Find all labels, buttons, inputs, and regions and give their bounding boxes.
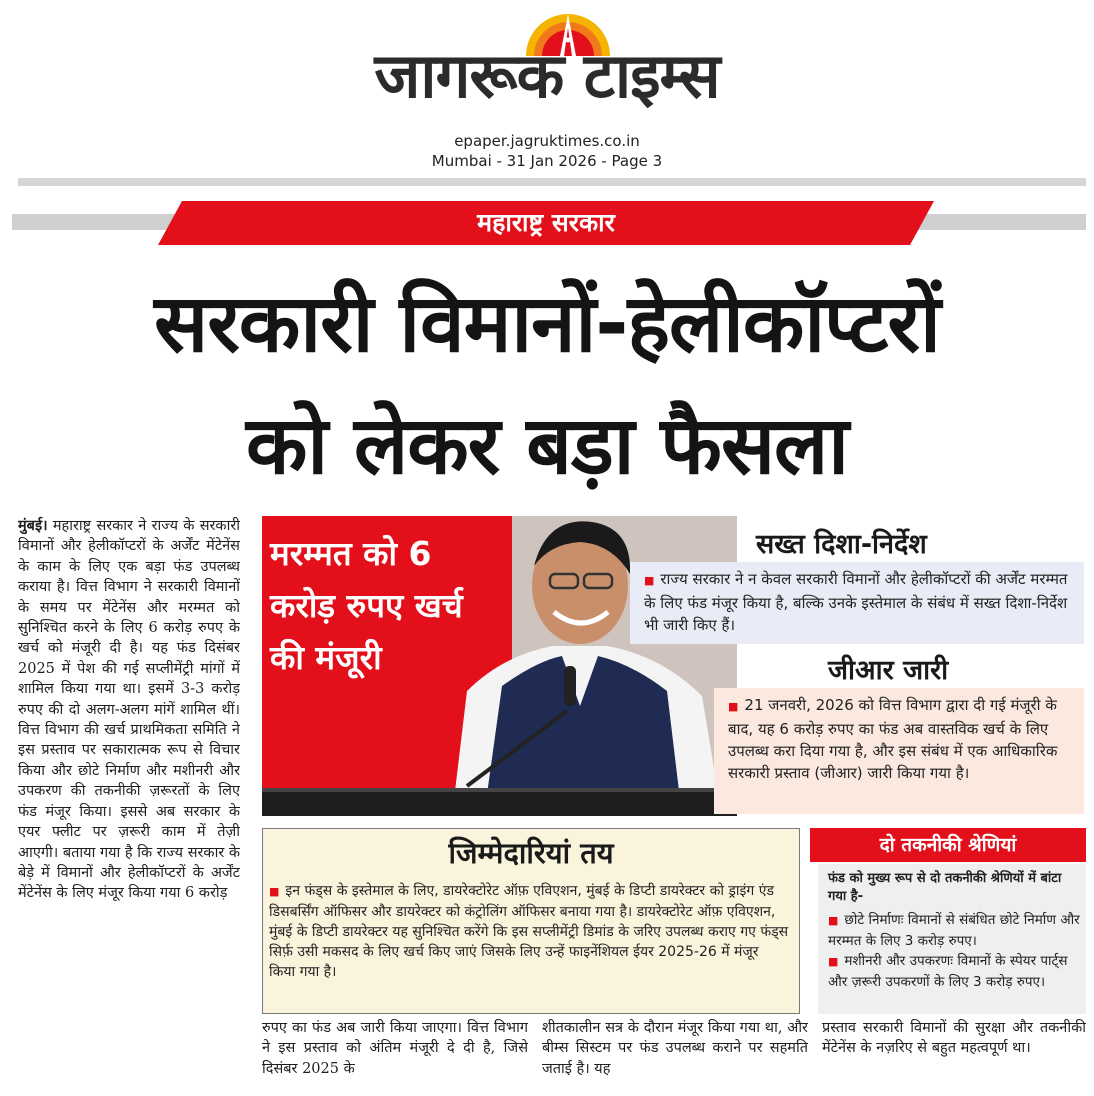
- categories-list: [828, 910, 1082, 992]
- responsibilities-box: [262, 828, 800, 1014]
- bullet-icon: ■: [269, 885, 280, 898]
- list-item: [828, 951, 1082, 992]
- bullet-icon: ■: [728, 700, 739, 713]
- bullet-icon: ■: [644, 574, 655, 587]
- masthead-divider: [18, 178, 1086, 186]
- photo-caption: मरम्मत को 6 करोड़ रुपए खर्च की मंजूरी: [270, 534, 463, 677]
- epaper-url[interactable]: epaper.jagruktimes.co.in: [454, 132, 640, 150]
- gr-text: 21 जनवरी, 2026 को वित्त विभाग द्वारा दी गई मंजूरी के बाद, यह 6 करोड़ रुपए का फंड अब वास्तविक खर्च के लिए उपलब्ध करा दिया गया है, और इस संबंध में एक आधिकारिक सरकारी प्रस्ताव (जीआर) जारी किया गया है।: [728, 696, 1058, 782]
- categories-intro: फंड को मुख्य रूप से दो तकनीकी श्रेणियों में बांटा गया है-: [828, 871, 1062, 904]
- continuation-column-3: शीतकालीन सत्र के दौरान मंजूर किया गया था, और बीम्स सिस्टम पर फंड उपलब्ध कराने पर सहमति जताई है। यह: [542, 1020, 808, 1077]
- guidelines-box: [630, 562, 1084, 644]
- edition-line: Mumbai - 31 Jan 2026 - Page 3: [431, 152, 663, 170]
- bullet-icon: ■: [828, 955, 839, 968]
- bullet-icon: ■: [828, 914, 839, 927]
- responsibilities-text: इन फंड्स के इस्तेमाल के लिए, डायरेक्टोरेट ऑफ़ एविएशन, मुंबई के डिप्टी डायरेक्टर को ड्राइंग एंड डिसबर्सिंग ऑफिसर और डायरेक्टर को कंट्रोलिंग ऑफिसर बनाया गया है। डायरेक्टोरेट ऑफ़ एविएशन, मुंबई के डिप्टी डायरेक्टर यह सुनिश्चित करेंगे कि इस सप्लीमेंट्री डिमांड के जरिए उपलब्ध कराए गए फंड्स सिर्फ़ उसी मकसद के लिए खर्च किए जाएं जिसके लिए उन्हें फाइनेंशियल ईयर 2025-26 में मंजूर किया गया है।: [269, 883, 789, 980]
- list-item: [828, 910, 1082, 951]
- responsibilities-body: [269, 881, 789, 982]
- gr-box: [714, 688, 1084, 814]
- categories-title: दो तकनीकी श्रेणियां: [810, 828, 1086, 862]
- lead-article-text: महाराष्ट्र सरकार ने राज्य के सरकारी विमानों और हेलीकॉप्टरों के अर्जेंट मेंटेनेंस के काम के लिए एक बड़ा फंड उपलब्ध कराया है। वित्त विभाग ने सरकारी विमानों के समय पर मेंटेनेंस और मरम्मत को सुनिश्चित करने के लिए 6 करोड़ रुपए के खर्च को मंजूरी दी है। यह फंड दिसंबर 2025 में पेश की गई सप्लीमेंट्री मांगों में शामिल किया गया था। इसमें 3-3 करोड़ रुपए की दो अलग-अलग मांगें शामिल थीं। वित्त विभाग की खर्च प्राथमिकता समिति ने इस प्रस्ताव पर सकारात्मक रूप से विचार किया और छोटे निर्माण और मशीनरी और उपकरण की तकनीकी ज़रूरतों के लिए फंड मंजूर किया। इससे अब सरकार के एयर फ्लीट पर ज़रूरी काम में तेज़ी आएगी। बताया गया है कि राज्य सरकार के बेड़े में विमानों और हेलीकॉप्टरों के अर्जेंट मेंटेनेंस के लिए मंजूर किया गया 6 करोड़: [18, 518, 240, 902]
- kicker-label: महाराष्ट्र सरकार: [477, 208, 615, 237]
- continuation-column-2: रुपए का फंड अब जारी किया जाएगा। वित्त विभाग ने इस प्रस्ताव को अंतिम मंजूरी दे दी है, जिसे दिसंबर 2025 के: [262, 1020, 528, 1077]
- headline-line-1: सरकारी विमानों-हेलीकॉप्टरों: [154, 277, 940, 370]
- continuation-column-4: प्रस्ताव सरकारी विमानों की सुरक्षा और तकनीकी मेंटेनेंस के नज़रिए से बहुत महत्वपूर्ण था।: [822, 1020, 1086, 1057]
- gr-title: जीआर जारी: [818, 654, 958, 688]
- categories-box: [818, 864, 1086, 1014]
- masthead-logo: जागरूक टाइम्स: [374, 39, 720, 112]
- lead-photo: [262, 516, 737, 816]
- category-item-text: मशीनरी और उपकरणः विमानों के स्पेयर पार्ट्स और ज़रूरी उपकरणों के लिए 3 करोड़ रुपए।: [828, 953, 1068, 990]
- dateline: मुंबई।: [18, 517, 48, 534]
- guidelines-text: राज्य सरकार ने न केवल सरकारी विमानों और हेलीकॉप्टरों की अर्जेंट मरम्मत के लिए फंड मंजूर किया है, बल्कि उनके इस्तेमाल के संबंध में सख्त दिशा-निर्देश भी जारी किए हैं।: [644, 570, 1068, 634]
- guidelines-title: सख्त दिशा-निर्देश: [746, 528, 937, 562]
- headline-line-2: को लेकर बड़ा फैसला: [245, 399, 849, 492]
- category-item-text: छोटे निर्माणः विमानों से संबंधित छोटे निर्माण और मरम्मत के लिए 3 करोड़ रुपए।: [828, 912, 1080, 949]
- responsibilities-title: जिम्मेदारियां तय: [448, 836, 614, 870]
- lead-article-column: [18, 516, 240, 1092]
